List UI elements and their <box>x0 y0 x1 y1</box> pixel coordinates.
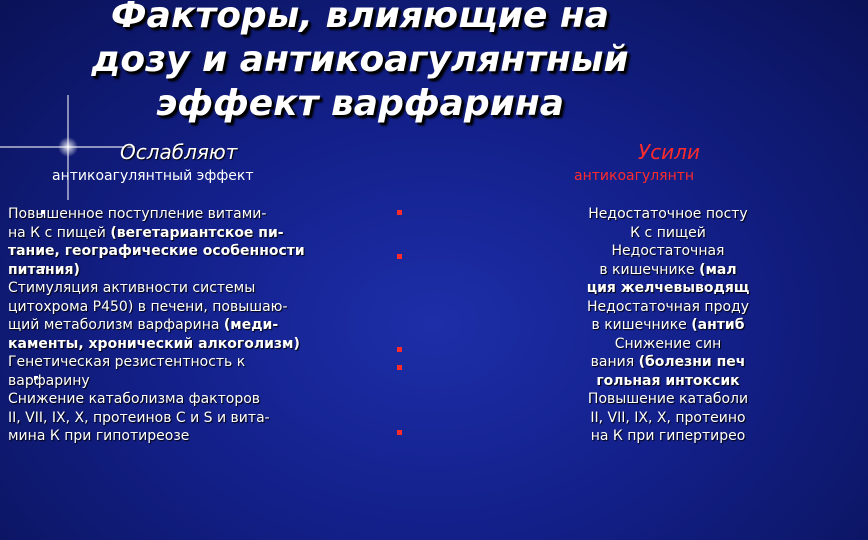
list-item: варфарину <box>8 372 90 389</box>
list-item: К с пищей <box>630 224 706 241</box>
list-item: Недостаточное посту <box>588 206 748 222</box>
left-column-subheading: антикоагулянтный эффект <box>52 168 254 184</box>
list-item: Недостаточная проду <box>587 298 749 315</box>
title-line-2: дозу и антикоагулянтный <box>91 39 629 80</box>
left-column-heading: Ослабляют <box>120 140 238 164</box>
right-bullet <box>397 347 402 352</box>
list-item: в кишечнике (мал <box>599 261 737 278</box>
list-item: цитохрома Р450) в печени, повышаю- <box>8 298 288 315</box>
list-item: щий метаболизм варфарина (меди- <box>8 317 279 333</box>
left-column-list <box>8 205 388 446</box>
right-column-subheading: антикоагулянтн <box>574 168 695 184</box>
right-bullet <box>397 254 402 259</box>
list-item: в кишечнике (антиб <box>591 317 745 333</box>
list-item: ция желчевыводящ <box>586 280 750 296</box>
list-item: на К при гипертирео <box>590 428 746 444</box>
list-item: тание, географические особенности <box>8 243 305 259</box>
title-line-3: эффект варфарина <box>155 83 565 124</box>
list-item: мина К при гипотиреозе <box>8 428 190 444</box>
list-item: II, VII, IX, X, протеино <box>590 409 746 426</box>
list-item: на К с пищей (вегетариантское пи- <box>8 224 284 241</box>
right-bullet <box>397 430 402 435</box>
list-item: Повышение катаболи <box>587 391 749 407</box>
list-item: Снижение син <box>614 335 722 352</box>
right-column-heading: Усили <box>638 140 700 164</box>
slide-title <box>0 0 720 126</box>
list-item: Снижение катаболизма факторов <box>8 391 261 407</box>
list-item: каменты, хронический алкоголизм) <box>8 335 300 352</box>
right-bullet <box>397 365 402 370</box>
right-bullet <box>397 210 402 215</box>
list-item: Повышенное поступление витами- <box>8 206 267 222</box>
title-line-1: Факторы, влияющие на <box>110 0 610 36</box>
list-item: гольная интоксик <box>596 372 740 389</box>
list-item: Генетическая резистентность к <box>8 354 246 370</box>
list-item: II, VII, IX, X, протеинов С и S и вита- <box>8 409 270 426</box>
right-column-list <box>468 205 868 446</box>
list-item: питания) <box>8 261 80 278</box>
list-item: вания (болезни печ <box>590 354 746 370</box>
list-item: Стимуляция активности системы <box>8 280 256 296</box>
list-item: Недостаточная <box>611 243 725 259</box>
